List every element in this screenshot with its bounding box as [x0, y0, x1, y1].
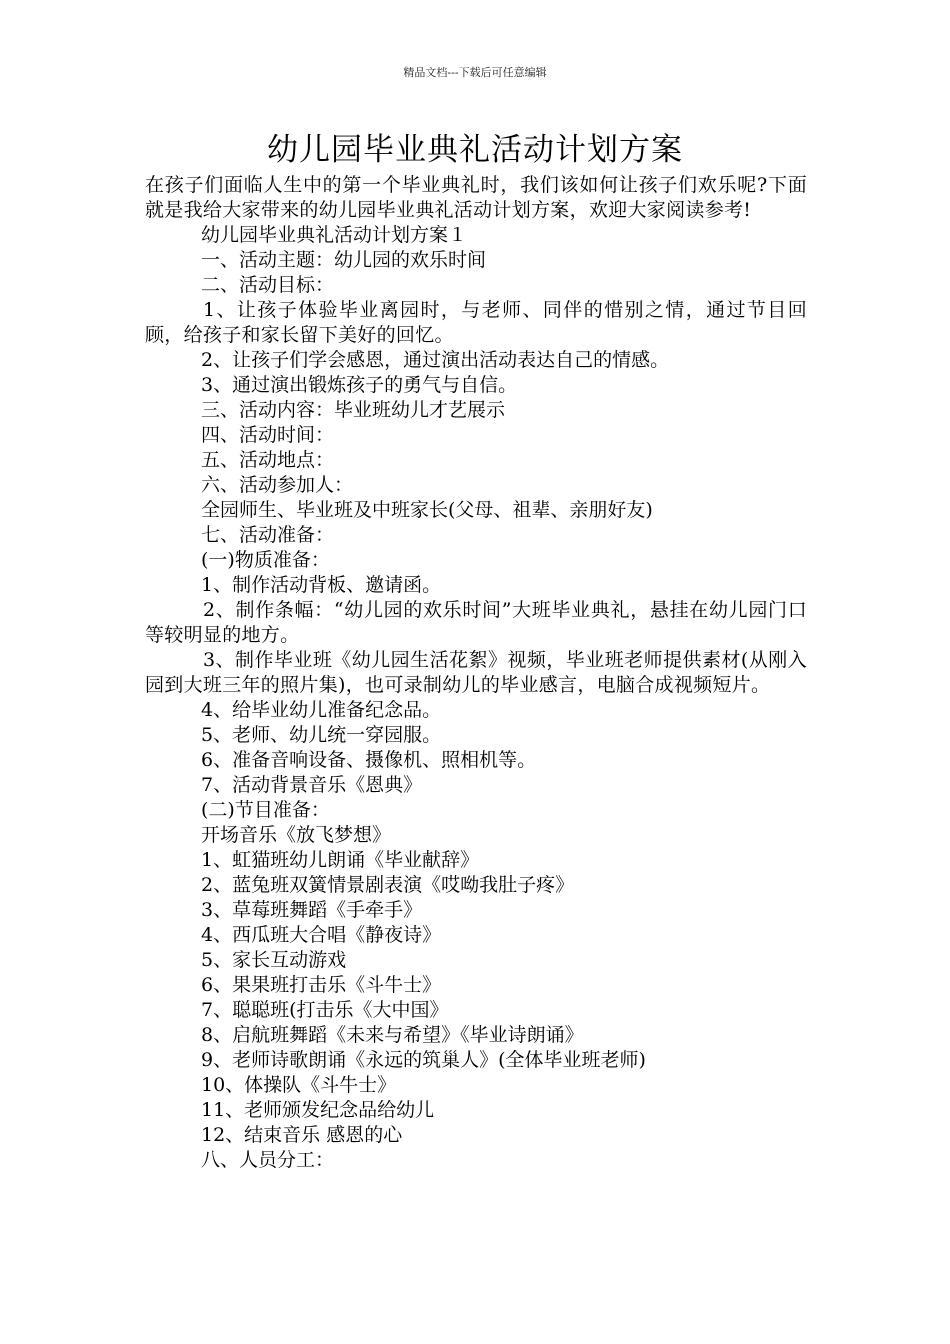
document-title: 幼儿园毕业典礼活动计划方案: [267, 132, 683, 168]
content-line: 四、活动时间：: [201, 424, 335, 446]
content-line: 开场音乐《放飞梦想》: [201, 824, 392, 846]
content-line: 3、通过演出锻炼孩子的勇气与自信。: [201, 374, 518, 396]
content-line: 6、准备音响设备、摄像机、照相机等。: [201, 749, 537, 771]
content-line: 六、活动参加人：: [201, 474, 354, 496]
content-line: 4、西瓜班大合唱《静夜诗》: [201, 924, 442, 946]
content-line: 5、家长互动游戏: [201, 949, 347, 971]
content-line: 5、老师、幼儿统一穿园服。: [201, 724, 442, 746]
content-line: 五、活动地点：: [201, 449, 335, 471]
content-line: 2、蓝兔班双簧情景剧表演《哎呦我肚子疼》: [201, 874, 575, 896]
intro-paragraph: 在孩子们面临人生中的第一个毕业典礼时，我们该如何让孩子们欢乐呢?下面就是我给大家带来的幼儿园毕业典礼活动计划方案，欢迎大家阅读参考!: [145, 174, 807, 221]
document-body: [145, 173, 807, 1173]
content-line: 1、制作活动背板、邀请函。: [201, 574, 442, 596]
content-line: (一)物质准备：: [201, 549, 330, 571]
content-line: 9、老师诗歌朗诵《永远的筑巢人》(全体毕业班老师): [201, 1049, 646, 1071]
content-line: 2、制作条幅：“幼儿园的欢乐时间”大班毕业典礼，悬挂在幼儿园门口等较明显的地方。: [145, 599, 807, 646]
content-line: 二、活动目标：: [201, 274, 335, 296]
content-line: 11、老师颁发纪念品给幼儿: [201, 1099, 435, 1121]
content-line: 4、给毕业幼儿准备纪念品。: [201, 699, 442, 721]
header-note: 精品文档---下载后可任意编辑: [403, 66, 547, 79]
content-line: 幼儿园毕业典礼活动计划方案１: [201, 224, 468, 246]
content-line: 7、聪聪班(打击乐《大中国》: [201, 999, 449, 1021]
content-line: 八、人员分工：: [201, 1149, 335, 1171]
content-line: 三、活动内容：毕业班幼儿才艺展示: [201, 399, 506, 421]
content-line: 2、让孩子们学会感恩，通过演出活动表达自己的情感。: [201, 349, 670, 371]
content-line: 10、体操队《斗牛士》: [201, 1074, 397, 1096]
content-line: 7、活动背景音乐《恩典》: [201, 774, 423, 796]
content-line: 1、让孩子体验毕业离园时，与老师、同伴的惜别之情，通过节目回顾，给孩子和家长留下美好的回忆。: [145, 299, 807, 346]
content-line: 七、活动准备：: [201, 524, 335, 546]
content-line: 一、活动主题：幼儿园的欢乐时间: [201, 249, 487, 271]
content-line: 3、草莓班舞蹈《手牵手》: [201, 899, 423, 921]
content-line: 12、结束音乐 感恩的心: [201, 1124, 403, 1146]
content-line: 6、果果班打击乐《斗牛士》: [201, 974, 442, 996]
content-line: 全园师生、毕业班及中班家长(父母、祖辈、亲朋好友): [201, 499, 653, 521]
content-line: 1、虹猫班幼儿朗诵《毕业献辞》: [201, 849, 480, 871]
content-line: 8、启航班舞蹈《未来与希望》《毕业诗朗诵》: [201, 1024, 584, 1046]
content-lines: [145, 223, 807, 1173]
content-line: 3、制作毕业班《幼儿园生活花絮》视频，毕业班老师提供素材(从刚入园到大班三年的照片集)，也可录制幼儿的毕业感言，电脑合成视频短片。: [145, 649, 807, 696]
content-line: (二)节目准备：: [201, 799, 330, 821]
